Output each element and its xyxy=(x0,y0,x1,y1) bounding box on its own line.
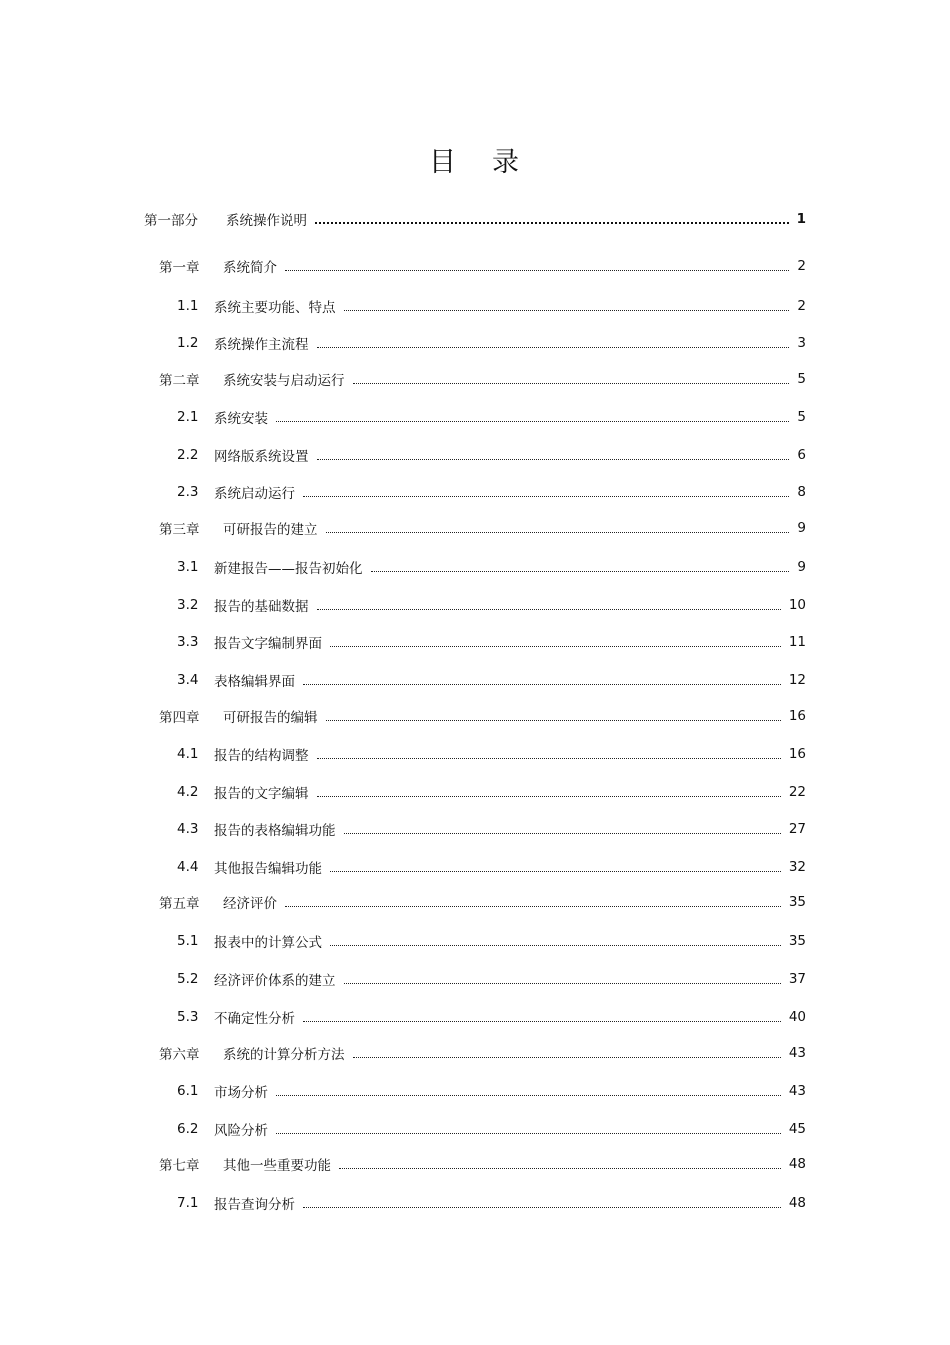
toc-entry-section[interactable] xyxy=(177,668,806,692)
toc-entry-page-number: 5 xyxy=(797,371,806,387)
dot-leader xyxy=(326,532,790,533)
toc-entry-number: 7.1 xyxy=(177,1195,199,1211)
toc-entry-page-number: 48 xyxy=(788,1195,806,1211)
toc-entry-page-number: 32 xyxy=(788,859,806,875)
dot-leader xyxy=(371,571,790,572)
toc-entry-page-number: 8 xyxy=(797,484,806,500)
dot-leader xyxy=(317,459,790,460)
toc-entry-section[interactable] xyxy=(177,405,806,429)
toc-entry-label: 系统简介 xyxy=(223,260,277,276)
toc-entry-chapter[interactable] xyxy=(159,1041,806,1065)
toc-entry-label: 报告的表格编辑功能 xyxy=(214,823,336,839)
dot-leader xyxy=(317,796,781,797)
toc-entry-number: 3.2 xyxy=(177,597,199,613)
toc-entry-page-number: 2 xyxy=(797,298,806,314)
toc-entry-number: 3.4 xyxy=(177,672,199,688)
toc-entry-label: 系统启动运行 xyxy=(214,486,295,502)
dot-leader xyxy=(276,1095,781,1096)
toc-entry-page-number: 48 xyxy=(788,1156,806,1172)
toc-entry-label: 其他一些重要功能 xyxy=(223,1158,331,1174)
toc-entry-page-number: 11 xyxy=(788,634,806,650)
toc-entry-page-number: 22 xyxy=(788,784,806,800)
toc-entry-number: 第一章 xyxy=(159,260,200,276)
toc-entry-label: 报表中的计算公式 xyxy=(214,935,322,951)
toc-entry-label: 报告查询分析 xyxy=(214,1197,295,1213)
toc-entry-number: 第二章 xyxy=(159,373,200,389)
toc-entry-page-number: 1 xyxy=(796,211,806,227)
toc-entry-label: 报告文字编制界面 xyxy=(214,636,322,652)
toc-entry-section[interactable] xyxy=(177,1079,806,1103)
dot-leader xyxy=(276,1133,781,1134)
toc-entry-section[interactable] xyxy=(177,331,806,355)
toc-entry-page-number: 27 xyxy=(788,821,806,837)
toc-entry-number: 第六章 xyxy=(159,1047,200,1063)
toc-entry-page-number: 35 xyxy=(788,933,806,949)
toc-entry-section[interactable] xyxy=(177,817,806,841)
toc-entry-number: 4.4 xyxy=(177,859,199,875)
dot-leader xyxy=(303,684,781,685)
toc-entry-number: 3.1 xyxy=(177,559,199,575)
toc-entry-page-number: 6 xyxy=(797,447,806,463)
toc-entry-page-number: 37 xyxy=(788,971,806,987)
dot-leader xyxy=(344,833,781,834)
toc-entry-label: 系统的计算分析方法 xyxy=(223,1047,345,1063)
toc-entry-section[interactable] xyxy=(177,593,806,617)
toc-entry-number: 6.1 xyxy=(177,1083,199,1099)
toc-entry-number: 5.1 xyxy=(177,933,199,949)
dot-leader xyxy=(344,310,790,311)
toc-entry-label: 市场分析 xyxy=(214,1085,268,1101)
toc-entry-number: 第三章 xyxy=(159,522,200,538)
dot-leader xyxy=(317,347,790,348)
dot-leader xyxy=(326,720,781,721)
toc-entry-section[interactable] xyxy=(177,1117,806,1141)
toc-title-char-1: 目 xyxy=(429,147,458,178)
toc-entry-number: 第七章 xyxy=(159,1158,200,1174)
dot-leader xyxy=(353,383,790,384)
toc-entry-section[interactable] xyxy=(177,855,806,879)
toc-entry-page-number: 9 xyxy=(797,559,806,575)
toc-entry-label: 网络版系统设置 xyxy=(214,449,309,465)
toc-entry-label: 系统安装与启动运行 xyxy=(223,373,345,389)
toc-entry-label: 风险分析 xyxy=(214,1123,268,1139)
toc-entry-number: 4.1 xyxy=(177,746,199,762)
toc-entry-section[interactable] xyxy=(177,630,806,654)
toc-entry-page-number: 43 xyxy=(788,1083,806,1099)
toc-entry-page-number: 45 xyxy=(788,1121,806,1137)
toc-entry-number: 6.2 xyxy=(177,1121,199,1137)
toc-entry-chapter[interactable] xyxy=(159,704,806,728)
toc-entry-number: 1.2 xyxy=(177,335,199,351)
toc-entry-label: 可研报告的建立 xyxy=(223,522,318,538)
toc-entry-number: 第五章 xyxy=(159,896,200,912)
toc-entry-section[interactable] xyxy=(177,1191,806,1215)
dot-leader xyxy=(330,871,781,872)
toc-entry-label: 新建报告——报告初始化 xyxy=(214,561,363,577)
toc-entry-label: 其他报告编辑功能 xyxy=(214,861,322,877)
dot-leader xyxy=(303,1207,781,1208)
toc-entry-section[interactable] xyxy=(177,1005,806,1029)
toc-entry-page-number: 35 xyxy=(788,894,806,910)
toc-entry-section[interactable] xyxy=(177,929,806,953)
toc-entry-section[interactable] xyxy=(177,480,806,504)
toc-entry-number: 3.3 xyxy=(177,634,199,650)
toc-entry-section[interactable] xyxy=(177,294,806,318)
toc-entry-number: 第四章 xyxy=(159,710,200,726)
dot-leader xyxy=(339,1168,781,1169)
toc-entry-label: 系统操作主流程 xyxy=(214,337,309,353)
toc-entry-page-number: 10 xyxy=(788,597,806,613)
toc-entry-chapter[interactable] xyxy=(159,367,806,391)
toc-entry-page-number: 12 xyxy=(788,672,806,688)
toc-entry-page-number: 5 xyxy=(797,409,806,425)
toc-entry-number: 4.2 xyxy=(177,784,199,800)
toc-entry-number: 第一部分 xyxy=(144,213,198,229)
toc-entry-label: 可研报告的编辑 xyxy=(223,710,318,726)
dot-leader xyxy=(285,270,789,271)
toc-entry-number: 4.3 xyxy=(177,821,199,837)
toc-entry-page-number: 2 xyxy=(797,258,806,274)
toc-entry-label: 系统操作说明 xyxy=(226,213,307,229)
toc-entry-chapter[interactable] xyxy=(159,254,806,278)
toc-entry-number: 2.3 xyxy=(177,484,199,500)
toc-entry-page-number: 16 xyxy=(788,708,806,724)
toc-entry-label: 报告的基础数据 xyxy=(214,599,309,615)
dot-leader xyxy=(285,906,781,907)
toc-entry-label: 系统主要功能、特点 xyxy=(214,300,336,316)
toc-entry-section[interactable] xyxy=(177,742,806,766)
dot-leader xyxy=(303,1021,781,1022)
toc-entry-number: 2.2 xyxy=(177,447,199,463)
toc-entry-chapter[interactable] xyxy=(159,516,806,540)
toc-entry-page-number: 43 xyxy=(788,1045,806,1061)
toc-title-char-2: 录 xyxy=(492,147,521,178)
toc-entry-number: 2.1 xyxy=(177,409,199,425)
toc-entry-page-number: 9 xyxy=(797,520,806,536)
toc-entry-label: 系统安装 xyxy=(214,411,268,427)
toc-entry-label: 报告的结构调整 xyxy=(214,748,309,764)
dot-leader xyxy=(330,945,781,946)
toc-entry-label: 表格编辑界面 xyxy=(214,674,295,690)
dot-leader xyxy=(315,222,789,224)
toc-entry-chapter[interactable] xyxy=(159,890,806,914)
toc-entry-number: 5.2 xyxy=(177,971,199,987)
toc-entry-label: 不确定性分析 xyxy=(214,1011,295,1027)
toc-entry-number: 1.1 xyxy=(177,298,199,314)
toc-entry-label: 报告的文字编辑 xyxy=(214,786,309,802)
dot-leader xyxy=(317,609,781,610)
toc-entry-section[interactable] xyxy=(177,780,806,804)
toc-entry-page-number: 16 xyxy=(788,746,806,762)
toc-entry-chapter[interactable] xyxy=(159,1152,806,1176)
toc-entry-section[interactable] xyxy=(177,443,806,467)
toc-entry-part[interactable] xyxy=(144,207,806,231)
toc-entry-page-number: 3 xyxy=(797,335,806,351)
dot-leader xyxy=(317,758,781,759)
dot-leader xyxy=(276,421,789,422)
toc-entry-number: 5.3 xyxy=(177,1009,199,1025)
toc-entry-section[interactable] xyxy=(177,967,806,991)
toc-entry-label: 经济评价 xyxy=(223,896,277,912)
toc-entry-label: 经济评价体系的建立 xyxy=(214,973,336,989)
dot-leader xyxy=(330,646,781,647)
toc-entry-page-number: 40 xyxy=(788,1009,806,1025)
toc-entry-section[interactable] xyxy=(177,555,806,579)
dot-leader xyxy=(303,496,789,497)
dot-leader xyxy=(353,1057,781,1058)
dot-leader xyxy=(344,983,781,984)
